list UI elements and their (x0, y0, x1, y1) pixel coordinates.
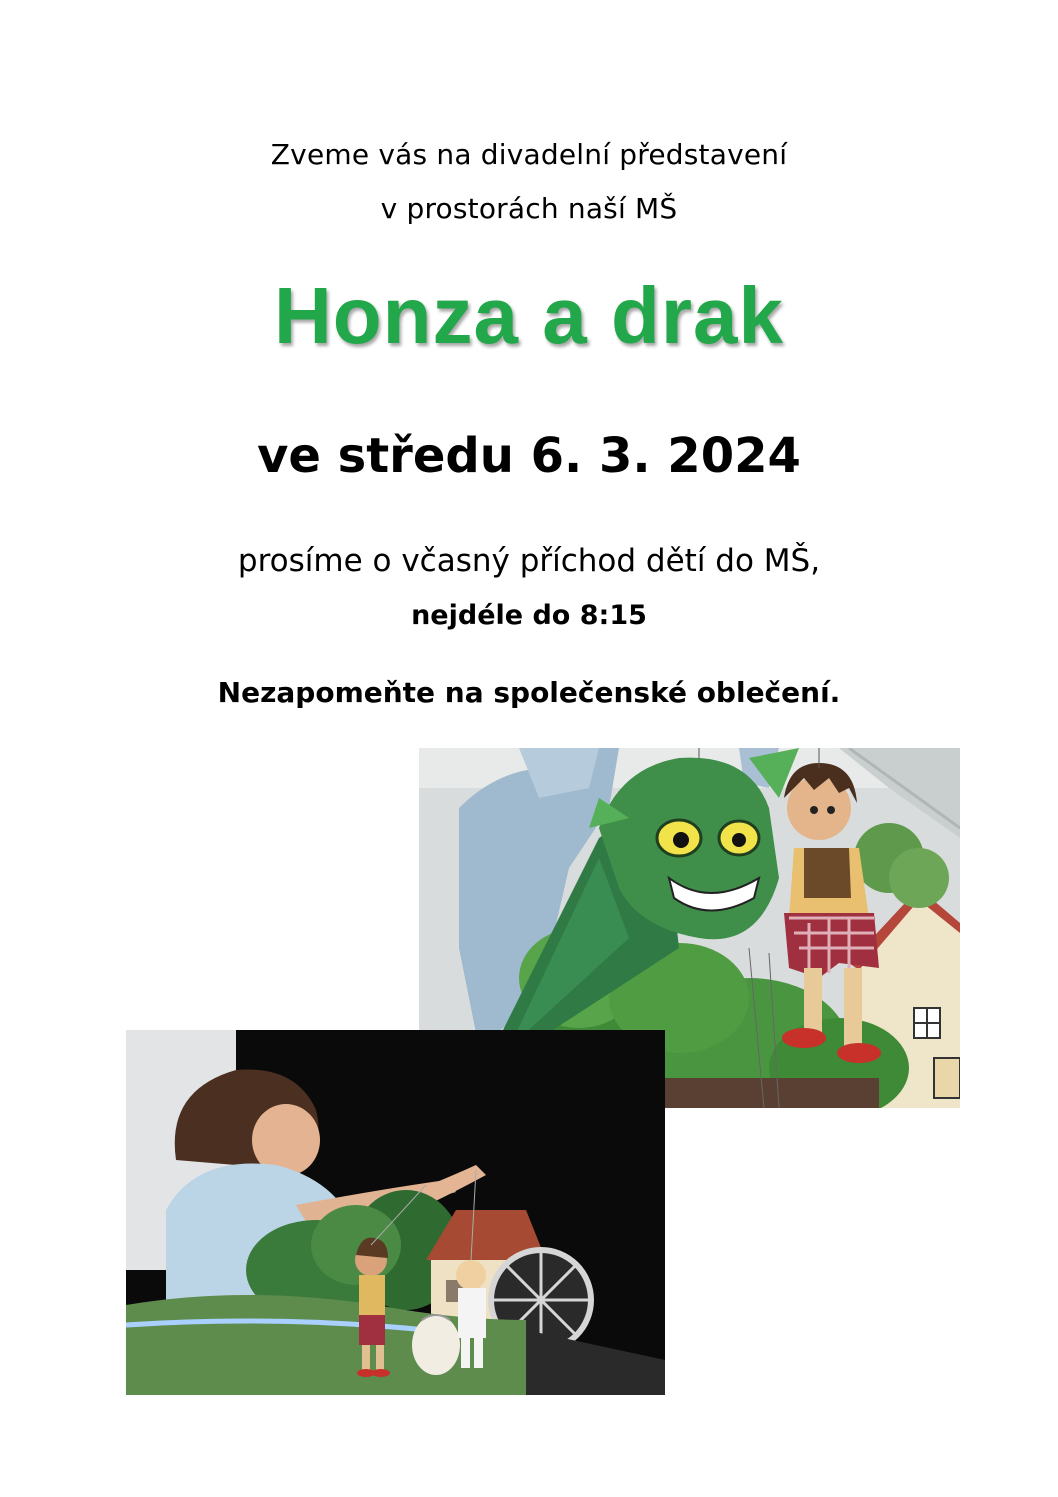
puppeteer-photo-illustration (126, 1030, 665, 1395)
show-title: Honza a drak (274, 271, 784, 360)
arrival-deadline: nejdéle do 8:15 (411, 600, 647, 631)
intro-line-1: Zveme vás na divadelní představení (270, 138, 788, 171)
dress-reminder: Nezapomeňte na společenské oblečení. (217, 676, 841, 709)
puppeteer-marionettes-photo (126, 1030, 665, 1395)
intro-line-2: v prostorách naší MŠ (380, 192, 678, 225)
arrival-request: prosíme o včasný příchod dětí do MŠ, (237, 543, 821, 579)
show-date: ve středu 6. 3. 2024 (257, 428, 801, 484)
